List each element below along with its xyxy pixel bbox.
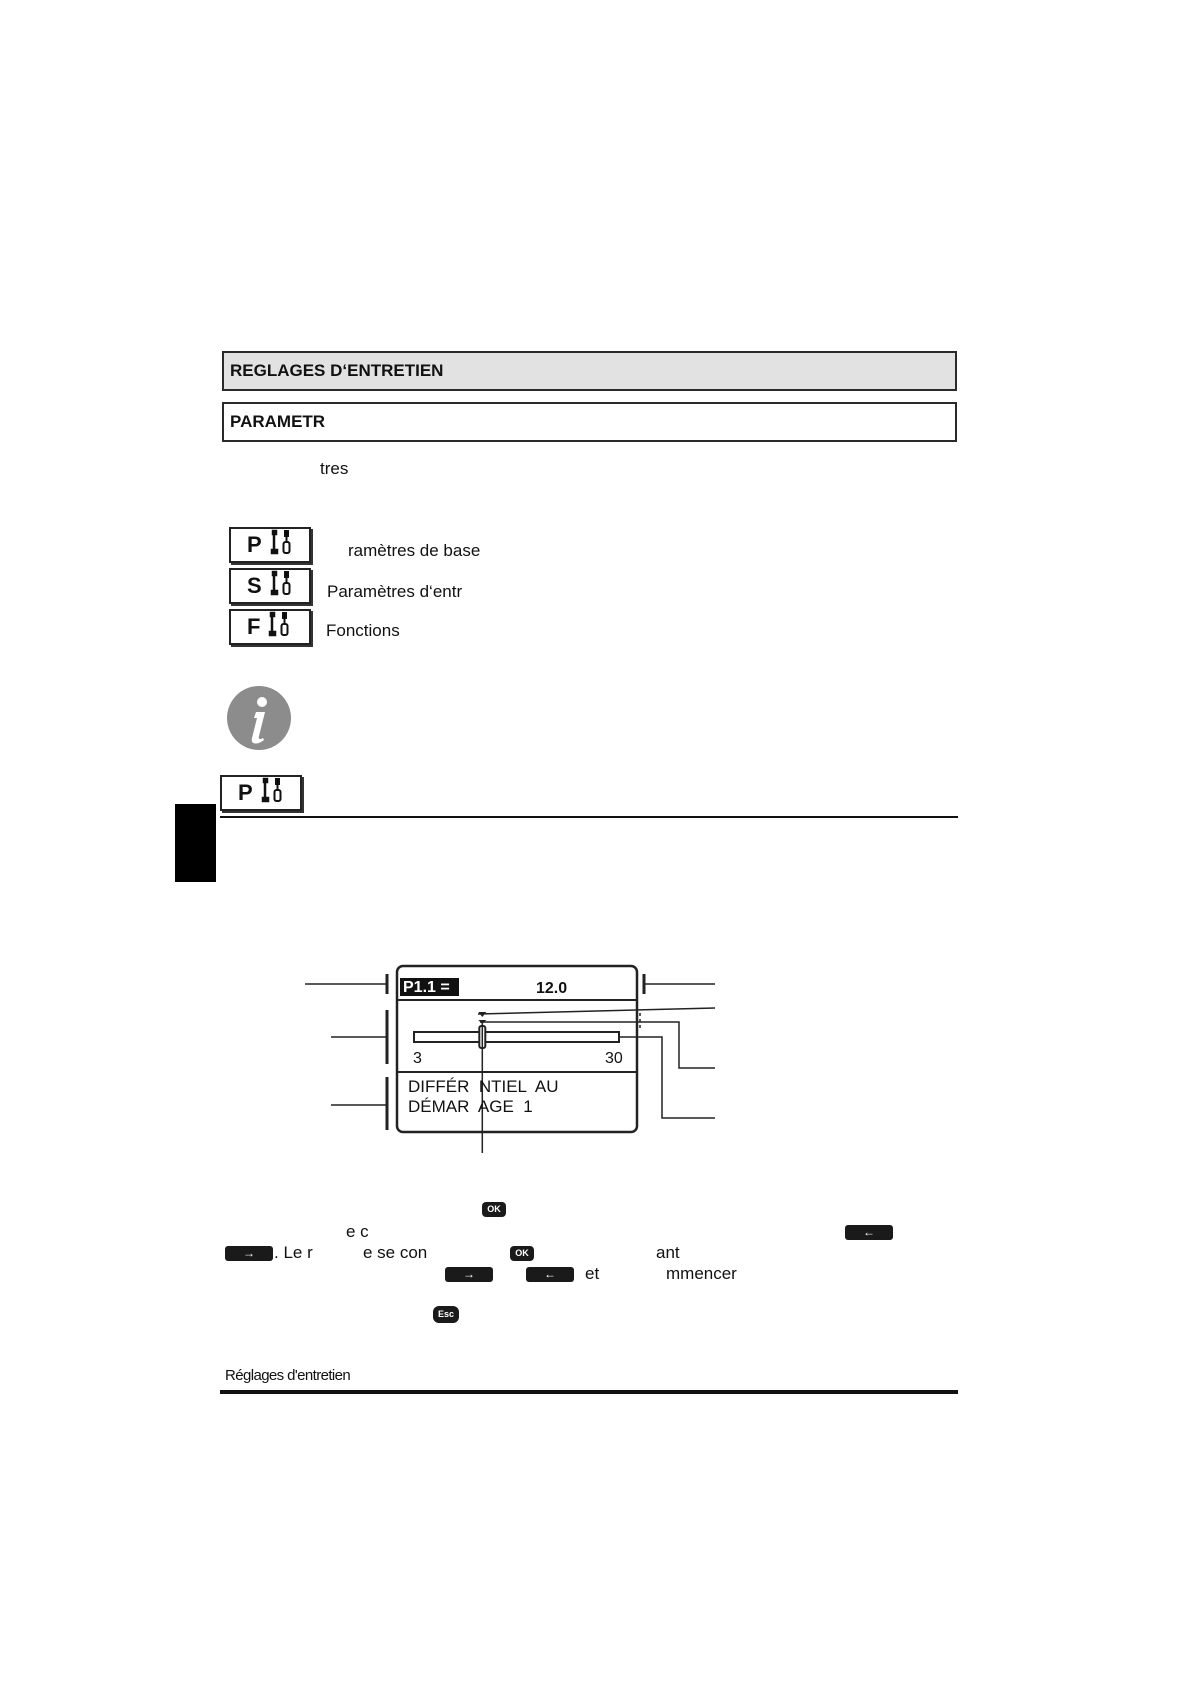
lcd-range-max: 30 bbox=[605, 1050, 623, 1067]
right-arrow-key bbox=[225, 1246, 273, 1261]
instruction-fragment-le: . Le r bbox=[274, 1243, 313, 1262]
subsection-title-bar bbox=[222, 402, 957, 442]
right-arrow-key bbox=[445, 1267, 493, 1282]
left-arrow-key bbox=[526, 1267, 574, 1282]
section-title: REGLAGES D‘ENTRETIEN bbox=[230, 361, 444, 380]
arrow-right-icon: → bbox=[463, 1267, 475, 1281]
instruction-fragment-et: et bbox=[585, 1264, 600, 1283]
page-tab-marker bbox=[175, 804, 216, 882]
info-icon bbox=[226, 685, 292, 751]
instruction-fragment-ant: ant bbox=[656, 1243, 680, 1262]
mode-button-s[interactable] bbox=[229, 568, 311, 604]
tools-icon bbox=[268, 570, 296, 602]
mode-letter: P bbox=[247, 532, 262, 557]
mode-label-p: ramètres de base bbox=[348, 541, 481, 560]
ok-key: OK bbox=[482, 1202, 506, 1217]
mode-label-f: Fonctions bbox=[326, 621, 400, 640]
mode-button-p[interactable] bbox=[229, 527, 311, 563]
slider-track bbox=[414, 1032, 619, 1042]
tools-icon bbox=[259, 777, 287, 809]
esc-key: Esc bbox=[433, 1306, 459, 1323]
instruction-fragment-mmencer: mmencer bbox=[666, 1264, 737, 1283]
mode-label-s: Paramètres d‘entr bbox=[327, 582, 463, 601]
instruction-fragment-ec: e c bbox=[346, 1222, 369, 1241]
tools-icon bbox=[266, 611, 294, 643]
mode-letter: F bbox=[247, 614, 261, 639]
footer-label: Réglages d'entretien bbox=[225, 1367, 351, 1384]
left-arrow-key bbox=[845, 1225, 893, 1240]
mode-button-f[interactable] bbox=[229, 609, 311, 645]
ok-key: OK bbox=[510, 1246, 534, 1261]
section-divider bbox=[220, 816, 958, 818]
lcd-param-label: P1.1 = bbox=[403, 979, 450, 996]
lcd-description-line1: DIFFÉR NTIEL AU bbox=[408, 1077, 559, 1096]
footer-rule bbox=[220, 1390, 958, 1394]
lcd-range-min: 3 bbox=[413, 1050, 422, 1067]
arrow-left-icon: ← bbox=[863, 1225, 875, 1239]
lcd-description-line2: DÉMAR AGE 1 bbox=[408, 1097, 533, 1116]
section-title-bar bbox=[222, 351, 957, 391]
subsection-title: PARAMETR bbox=[230, 412, 326, 431]
lcd-diagram bbox=[300, 960, 720, 1155]
section-p-letter: P bbox=[238, 780, 253, 805]
instruction-fragment-se-con: e se con bbox=[363, 1243, 428, 1262]
intro-text: tres bbox=[320, 459, 349, 478]
lcd-param-value: 12.0 bbox=[536, 980, 568, 997]
arrow-left-icon: ← bbox=[544, 1267, 556, 1281]
section-p-badge bbox=[220, 775, 302, 811]
arrow-right-icon: → bbox=[243, 1246, 255, 1260]
mode-letter: S bbox=[247, 573, 262, 598]
tools-icon bbox=[268, 529, 296, 561]
